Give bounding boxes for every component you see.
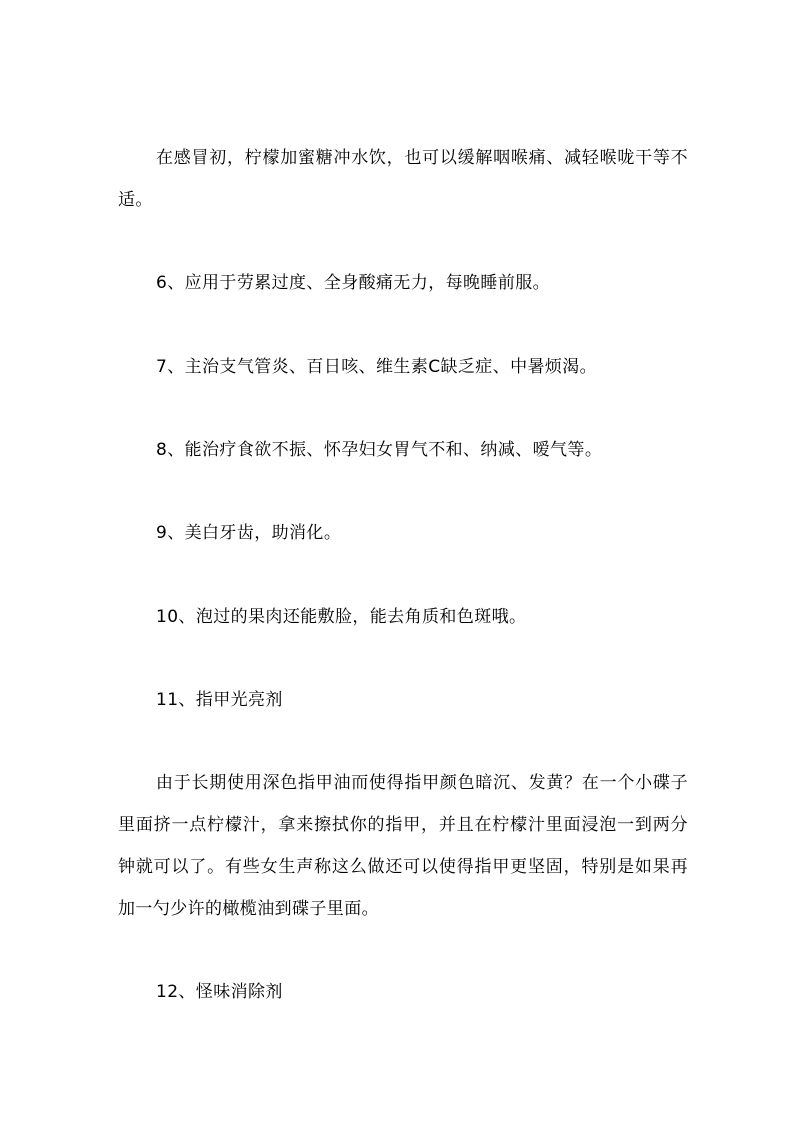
section-heading-12: 12、怪味消除剂 xyxy=(156,982,283,1002)
list-item-9: 9、美白牙齿，助消化。 xyxy=(156,523,342,543)
list-item-10: 10、泡过的果肉还能敷脸，能去角质和色斑哦。 xyxy=(156,607,527,627)
list-item-8: 8、能治疗食欲不振、怀孕妇女胃气不和、纳减、嗳气等。 xyxy=(156,440,603,460)
list-item-7: 7、主治支气管炎、百日咳、维生素C缺乏症、中暑烦渴。 xyxy=(156,357,598,377)
paragraph-nail-polish: 由于长期使用深色指甲油而使得指甲颜色暗沉、发黄？在一个小碟子里面挤一点柠檬汁，拿来擦拭你的指甲，并且在柠檬汁里面浸泡一到两分钟就可以了。有些女生声称这么做还可以使得指甲更坚固，特别是如果再加一勺少许的橄榄油到碟子里面。 xyxy=(118,773,688,919)
section-heading-11: 11、指甲光亮剂 xyxy=(156,690,283,710)
paragraph-cold-remedy: 在感冒初，柠檬加蜜糖冲水饮，也可以缓解咽喉痛、减轻喉咙干等不适。 xyxy=(118,148,688,210)
list-item-6: 6、应用于劳累过度、全身酸痛无力，每晚睡前服。 xyxy=(156,273,551,293)
